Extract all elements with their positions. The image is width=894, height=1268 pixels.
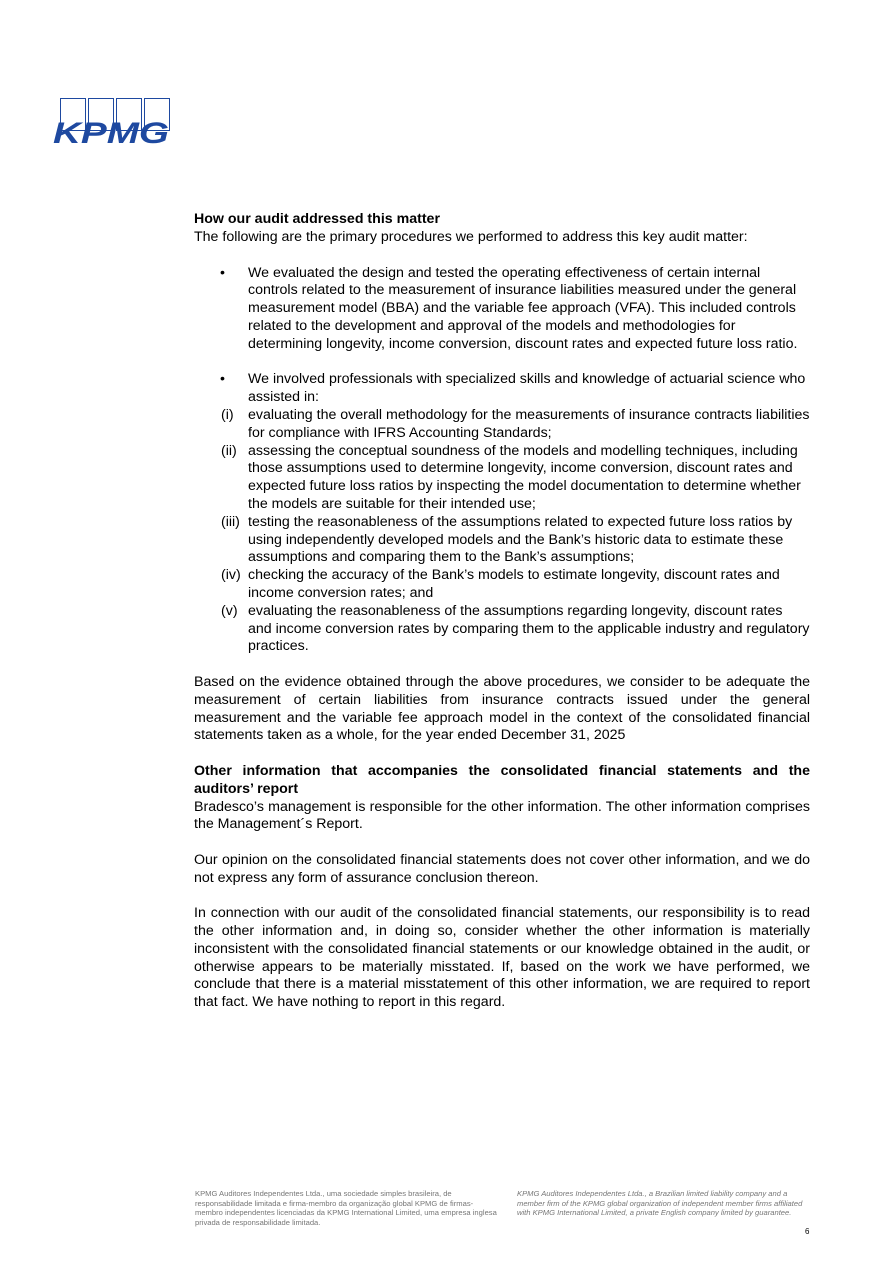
footer-portuguese: KPMG Auditores Independentes Ltda., uma sociedade simples brasileira, de responsabilidade limitada e firma-membro da organização global KPMG de firmas-membro independentes licenciadas da KPMG International Limited, uma empresa inglesa privada de responsabilidade limitada.: [195, 1189, 497, 1227]
bullet-icon: •: [220, 264, 225, 281]
bullet-icon: •: [220, 371, 225, 388]
list-item: (iii) testing the reasonableness of the assumptions related to expected future loss ratios by using independently developed models and the Bank’s historic data to estimate these assumptions and comparing them to the Bank’s assumptions;: [221, 513, 793, 566]
paragraph: Bradesco’s management is responsible for the other information. The other information comprises the Management´s Report.: [194, 798, 810, 833]
paragraph: In connection with our audit of the consolidated financial statements, our responsibility is to read the other information and, in doing so, consider whether the other information is materially inconsistent with the consolidated financial statements or our knowledge obtained in the audit, or otherwise appears to be materially misstated. If, based on the work we have performed, we conclude that there is a material misstatement of this other information, we are required to report that fact. We have nothing to report in this regard.: [194, 905, 810, 1011]
svg-text:KPMG: KPMG: [53, 117, 169, 146]
kpmg-logo: [53, 98, 171, 146]
paragraph: Our opinion on the consolidated financial statements does not cover other information, and we do not express any form of assurance conclusion thereon.: [194, 851, 810, 886]
intro-text: The following are the primary procedures we performed to address this key audit matter:: [194, 228, 748, 245]
conclusion-paragraph: Based on the evidence obtained through the above procedures, we consider to be adequate the measurement of certain liabilities from insurance contracts issued under the general measurement and the variable fee approach model in the context of the consolidated financial statements taken as a whole, for the year ended December 31, 2025: [194, 673, 810, 744]
section-heading: How our audit addressed this matter: [194, 211, 440, 227]
document-body: [194, 211, 810, 1012]
sub-procedures-list: [194, 407, 810, 656]
list-item: (ii) assessing the conceptual soundness of the models and modelling techniques, including those assumptions used to determine longevity, income conversion, discount rates and expected future loss ratios by inspecting the model documentation to determine whether the models are suitable for their intended use;: [221, 442, 801, 512]
list-item: (i) evaluating the overall methodology for the measurements of insurance contracts liabilities for compliance with IFRS Accounting Standards;: [221, 406, 810, 441]
list-item: • We evaluated the design and tested the operating effectiveness of certain internal controls related to the measurement of insurance liabilities measured under the general measurement model (BBA) and the variable fee approach (VFA). This included controls related to the development and approval of the models and methodologies for determining longevity, income conversion, discount rates and expected future loss ratio.: [220, 264, 798, 352]
page-number: 6: [805, 1227, 810, 1236]
list-item: (v) evaluating the reasonableness of the assumptions regarding longevity, discount rates and income conversion rates by comparing them to the applicable industry and regulatory practices.: [221, 602, 810, 655]
footer-english: KPMG Auditores Independentes Ltda., a Brazilian limited liability company and a member firm of the KPMG global organization of independent member firms affiliated with KPMG International Limited, a private English company limited by guarantee.: [517, 1189, 803, 1218]
list-item: (iv) checking the accuracy of the Bank’s models to estimate longevity, discount rates and income conversion rates; and: [221, 567, 780, 601]
list-item: • We involved professionals with specialized skills and knowledge of actuarial science who assisted in:: [220, 371, 806, 406]
procedures-list: [194, 265, 810, 407]
section-heading: Other information that accompanies the consolidated financial statements and the auditors’ report: [194, 762, 810, 797]
